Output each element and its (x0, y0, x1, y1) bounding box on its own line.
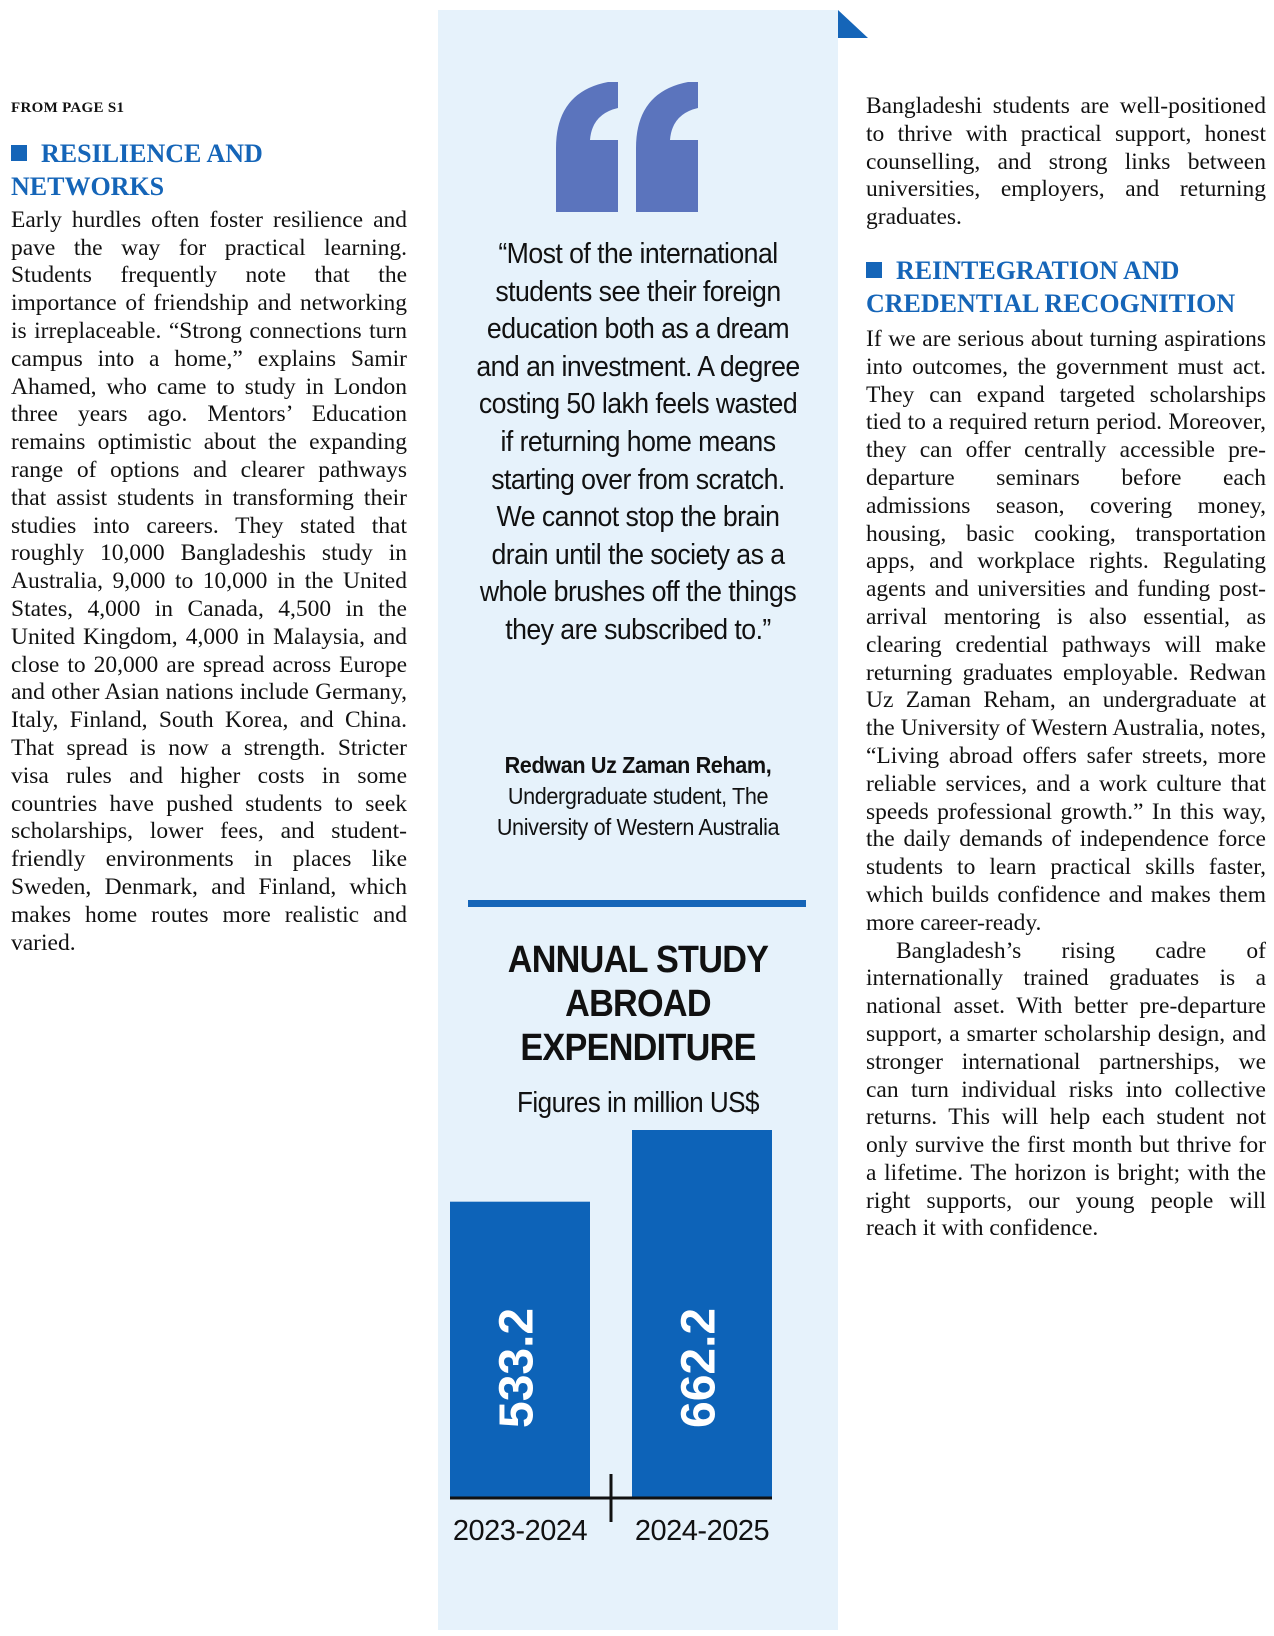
section-heading-text: RESILIENCE AND NETWORKS (11, 138, 263, 201)
attribution-role: Undergraduate student, The University of Western Australia (496, 783, 780, 840)
square-bullet-icon (11, 145, 27, 161)
body-paragraph: Early hurdles often foster resilience and pave the way for practical learning. Students frequently note that the importance of friendship and networking is irreplaceable. “Strong connections turn campus into a home,” explains Samir Ahamed, who came to study in London three years ago. Mentors’ Education remains optimistic about the expanding range of options and clearer pathways that assist students in transforming their studies into careers. They stated that roughly 10,000 Bangladeshis study in Australia, 9,000 to 10,000 in the United States, 4,000 in Canada, 4,500 in the United Kingdom, 4,000 in Malaysia, and close to 20,000 are spread across Europe and other Asian nations include Germany, Italy, Finland, South Korea, and China. That spread is now a strength. Stricter visa rules and higher costs in some countries have pushed students to seek scholarships, lower fees, and student-friendly environments in places like Sweden, Denmark, and Finland, which makes home routes more realistic and varied. (11, 206, 407, 956)
section-divider (468, 900, 806, 907)
quotation-mark-icon (556, 82, 706, 212)
section-heading-reintegration (866, 254, 1266, 320)
body-paragraph: Bangladesh’s rising cadre of internationally trained graduates is a national asset. With better pre-departure support, a smarter scholarship design, and stronger international partnerships, we can turn individual risks into collective returns. This will help each student not only survive the first month but thrive for a lifetime. The horizon is bright; with the right supports, our young people will reach it with confidence. (866, 937, 1266, 1242)
expenditure-bar-chart (438, 1130, 838, 1630)
right-column (866, 93, 1266, 1243)
intro-paragraph: Bangladeshi students are well-positioned to thrive with practical support, honest counselling, and strong links between universities, employers, and returning graduates. (866, 93, 1266, 231)
x-tick-label: 2023-2024 (452, 1515, 588, 1547)
x-tick-label: 2024-2025 (634, 1515, 770, 1547)
left-column (11, 95, 407, 957)
square-bullet-icon (866, 262, 882, 278)
bar-value-label: 533.2 (490, 1307, 544, 1428)
page-reference: FROM PAGE S1 (11, 100, 125, 116)
section-heading-resilience (11, 137, 407, 203)
pull-quote-text: “Most of the international students see their foreign education both as a dream and an investment. A degree costing 50 lakh feels wasted if returning home means starting over from scratch. We cannot stop the brain drain until the society as a whole brushes off the things they are subscribed to.” (476, 238, 800, 646)
chart-subtitle: Figures in million US$ (517, 1087, 759, 1119)
attribution-name: Redwan Uz Zaman Reham, (504, 752, 772, 778)
pull-quote-panel (438, 10, 838, 1630)
bar-value-label: 662.2 (672, 1307, 726, 1428)
chart-title: ANNUAL STUDY ABROAD EXPENDITURE (507, 939, 769, 1069)
page-corner-icon (838, 10, 868, 38)
quote-attribution (488, 750, 789, 843)
section-heading-text: REINTEGRATION AND CREDENTIAL RECOGNITION (866, 255, 1236, 318)
body-paragraph: If we are serious about turning aspirations into outcomes, the government must act. They can expand targeted scholarships tied to a required return period. Moreover, they can offer centrally accessible pre-departure seminars before each admissions season, covering money, housing, basic cooking, transportation apps, and workplace rights. Regulating agents and universities and funding post-arrival mentoring is also essential, as clearing credential pathways will make returning graduates employable. Redwan Uz Zaman Reham, an undergraduate at the University of Western Australia, notes, “Living abroad offers safer streets, more reliable services, and a work culture that speeds professional growth.” In this way, the daily demands of independence force students to learn practical skills faster, which builds confidence and makes them more career-ready. (866, 325, 1266, 936)
